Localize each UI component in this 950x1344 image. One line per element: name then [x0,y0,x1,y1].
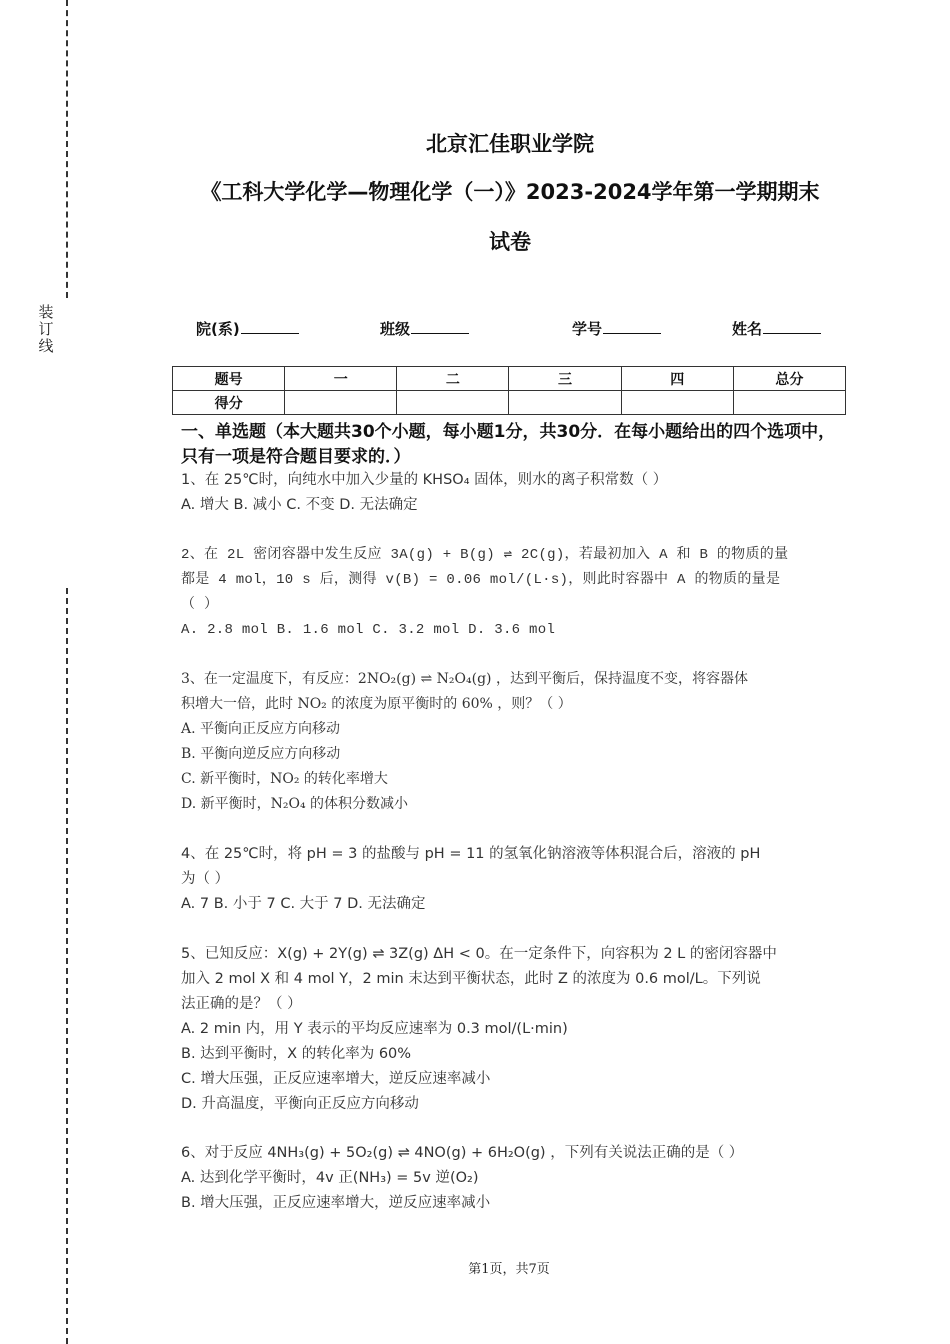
score-table-header-cell: 题号 [173,367,285,391]
score-table-header-row [173,367,846,391]
exam-title-line2: 试卷 [489,230,531,254]
class-blank[interactable] [411,318,469,334]
score-cell[interactable] [285,391,397,415]
question-option: B. 增大压强，正反应速率增大，逆反应速率减小 [181,1195,491,1211]
school-name: 北京汇佳职业学院 [426,132,594,156]
info-field-name [732,318,821,339]
info-field-label: 班级 [380,320,411,338]
question-5 [181,942,839,1117]
score-table-header-cell: 二 [397,367,509,391]
score-table-score-row [173,391,846,415]
section1-heading: 一、单选题（本大题共30个小题，每小题1分，共30分．在每小题给出的四个选项中，只有一项是符合题目要求的．） [181,422,836,467]
question-stem: 1、在 25℃时，向纯水中加入少量的 KHSO₄ 固体，则水的离子积常数（ ） [181,472,668,488]
binding-dashed-line-top [66,0,68,298]
binding-label [36,304,56,355]
binding-dashed-line-bottom [66,588,68,1344]
question-stem: 都是 4 mol，10 s 后，测得 v(B) = 0.06 mol/(L·s)，则此时容器中 A 的物质的量是 [181,572,781,588]
binding-char: 线 [38,337,54,355]
question-options: A. 2.8 mol B. 1.6 mol C. 3.2 mol D. 3.6 mol [181,622,556,638]
score-cell[interactable] [509,391,621,415]
question-4 [181,842,839,917]
question-option: C. 新平衡时，NO₂ 的转化率增大 [181,771,388,787]
question-option: B. 达到平衡时，X 的转化率为 60% [181,1046,412,1062]
question-1 [181,468,839,518]
info-field-class [380,318,469,339]
score-cell[interactable] [733,391,845,415]
question-stem: 为（ ） [181,871,230,887]
question-stem: 4、在 25℃时，将 pH = 3 的盐酸与 pH = 11 的氢氧化钠溶液等体积混合后，溶液的 pH [181,846,761,862]
score-cell[interactable] [621,391,733,415]
question-option: A. 平衡向正反应方向移动 [181,721,341,737]
score-row-label: 得分 [173,391,285,415]
question-option: A. 2 min 内，用 Y 表示的平均反应速率为 0.3 mol/(L·min) [181,1021,568,1037]
info-field-label: 姓名 [732,320,763,338]
question-stem: 加入 2 mol X 和 4 mol Y，2 min 末达到平衡状态，此时 Z 的浓度为 0.6 mol/L。下列说 [181,971,761,987]
question-option: C. 增大压强，正反应速率增大，逆反应速率减小 [181,1071,491,1087]
binding-char: 订 [38,320,54,338]
question-option: B. 平衡向逆反应方向移动 [181,746,341,762]
score-table-header-cell: 总分 [733,367,845,391]
question-option: D. 新平衡时，N₂O₄ 的体积分数减小 [181,796,409,812]
question-options: A. 7 B. 小于 7 C. 大于 7 D. 无法确定 [181,896,426,912]
question-stem: （ ） [181,597,219,613]
info-field-label: 院(系) [196,320,240,338]
question-option: A. 达到化学平衡时，4v 正(NH₃) = 5v 逆(O₂) [181,1170,479,1186]
question-stem: 6、对于反应 4NH₃(g) + 5O₂(g) ⇌ 4NO(g) + 6H₂O(g) ，下列有关说法正确的是（ ） [181,1145,744,1161]
question-stem: 积增大一倍，此时 NO₂ 的浓度为原平衡时的 60% ，则？（ ） [181,696,572,712]
binding-char: 装 [38,303,54,321]
department-blank[interactable] [241,318,299,334]
info-field-label: 学号 [572,320,603,338]
page-footer: 第1页，共7页 [468,1262,550,1277]
question-stem: 5、已知反应：X(g) + 2Y(g) ⇌ 3Z(g) ΔH < 0。在一定条件下，向容积为 2 L 的密闭容器中 [181,946,777,962]
score-table-header-cell: 三 [509,367,621,391]
question-stem: 3、在一定温度下，有反应：2NO₂(g) ⇌ N₂O₄(g) ，达到平衡后，保持温度不变，将容器体 [181,671,748,687]
question-3 [181,667,839,817]
question-6 [181,1141,839,1216]
name-blank[interactable] [763,318,821,334]
score-table [172,366,846,415]
exam-title-line1: 《工科大学化学—物理化学（一）》2023-2024学年第一学期期末 [200,180,820,204]
info-field-department [196,318,299,339]
score-cell[interactable] [397,391,509,415]
question-stem: 2、在 2L 密闭容器中发生反应 3A(g) + B(g) ⇌ 2C(g)，若最初加入 A 和 B 的物质的量 [181,547,789,563]
student-id-blank[interactable] [603,318,661,334]
info-field-student-id [572,318,661,339]
question-2 [181,543,839,643]
question-options: A. 增大 B. 减小 C. 不变 D. 无法确定 [181,497,418,513]
question-stem: 法正确的是？（ ） [181,996,302,1012]
score-table-header-cell: 四 [621,367,733,391]
question-option: D. 升高温度，平衡向正反应方向移动 [181,1096,419,1112]
score-table-header-cell: 一 [285,367,397,391]
